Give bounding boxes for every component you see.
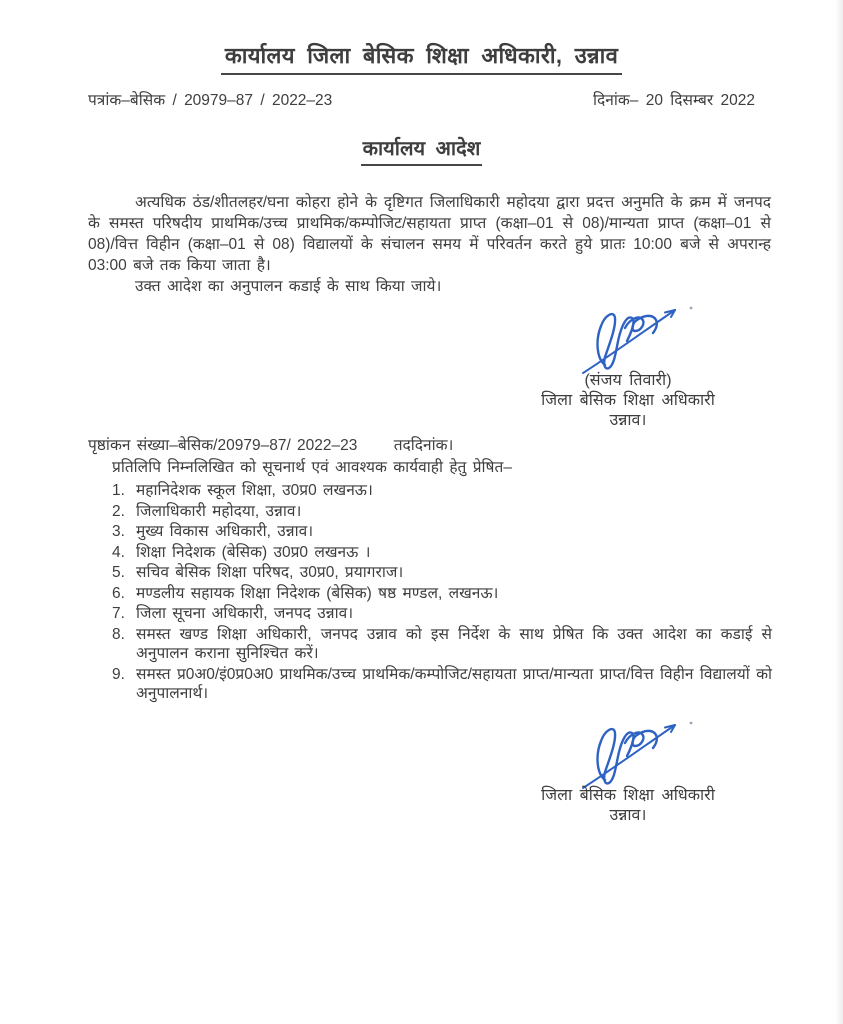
letterhead-title: कार्यालय जिला बेसिक शिक्षा अधिकारी, उन्नाव xyxy=(221,40,622,75)
order-heading xyxy=(0,134,843,166)
recipients-list xyxy=(0,481,772,704)
recipient-item: महानिदेशक स्कूल शिक्षा, उ0प्र0 लखनऊ। xyxy=(136,482,373,499)
signature-block-upper xyxy=(498,299,758,431)
recipient-item: समस्त प्र0अ0/इं0प्र0अ0 प्राथमिक/उच्च प्राथमिक/कम्पोजिट/सहायता प्राप्त/मान्यता प्राप्त/वित्त विहीन विद्यालयों को अनुपालनार्थ। xyxy=(136,665,772,702)
signatory-name: (संजय तिवारी) xyxy=(584,372,672,389)
footer-place: उन्नाव। xyxy=(609,806,647,824)
letter-number: पत्रांक–बेसिक / 20979–87 / 2022–23 xyxy=(88,92,333,109)
footer-signature-icon xyxy=(553,714,703,792)
recipient-item: सचिव बेसिक शिक्षा परिषद, उ0प्र0, प्रयागराज। xyxy=(136,564,404,581)
copy-distribution-note: प्रतिलिपि निम्नलिखित को सूचनार्थ एवं आवश्यक कार्यवाही हेतु प्रेषित– xyxy=(112,459,512,476)
footer-designation: जिला बेसिक शिक्षा अधिकारी xyxy=(541,786,715,804)
order-title: कार्यालय आदेश xyxy=(361,134,483,166)
endorsement-number: पृष्ठांकन संख्या–बेसिक/20979–87/ 2022–23 xyxy=(88,437,358,454)
recipient-item: समस्त खण्ड शिक्षा अधिकारी, जनपद उन्नाव को इस निर्देश के साथ प्रेषित कि उक्त आदेश का कडाई से अनुपालन कराना सुनिश्चित करें। xyxy=(136,625,772,662)
endorsement-date: तददिनांक। xyxy=(393,437,454,454)
signatory-place: उन्नाव। xyxy=(609,412,647,429)
endorsement-row xyxy=(88,433,843,455)
recipient-item: मुख्य विकास अधिकारी, उन्नाव। xyxy=(136,523,314,540)
recipient-item: मण्डलीय सहायक शिक्षा निदेशक (बेसिक) षष्ठ मण्डल, लखनऊ। xyxy=(136,584,499,602)
letterhead xyxy=(0,0,843,75)
signature-icon xyxy=(553,299,703,377)
reference-row xyxy=(88,88,755,110)
recipient-item: जिला सूचना अधिकारी, जनपद उन्नाव। xyxy=(136,605,354,622)
recipient-item: शिक्षा निदेशक (बेसिक) उ0प्र0 लखनऊ । xyxy=(136,543,371,561)
compliance-note: उक्त आदेश का अनुपालन कडाई के साथ किया जाये। xyxy=(135,278,442,295)
issue-date: दिनांक– 20 दिसम्बर 2022 xyxy=(593,92,755,109)
signatory-designation: जिला बेसिक शिक्षा अधिकारी xyxy=(541,392,715,409)
order-body-paragraph: अत्यधिक ठंड/शीतलहर/घना कोहरा होने के दृष्टिगत जिलाधिकारी महोदया द्वारा प्रदत्त अनुमति के क्रम में जनपद के समस्त परिषदीय प्राथमिक/उच्च प्राथमिक/कम्पोजिट/सहायता प्राप्त (कक्षा–01 से 08)/मान्यता प्राप्त (कक्षा–01 से 08)/वित्त विहीन (कक्षा–01 से 08) विद्यालयों के संचालन समय में परिवर्तन करते हुये प्रातः 10:00 बजे से अपरान्ह 03:00 बजे तक किया जाता है। xyxy=(88,194,771,274)
signature-block-lower xyxy=(498,714,758,826)
recipient-item: जिलाधिकारी महोदया, उन्नाव। xyxy=(136,502,302,520)
